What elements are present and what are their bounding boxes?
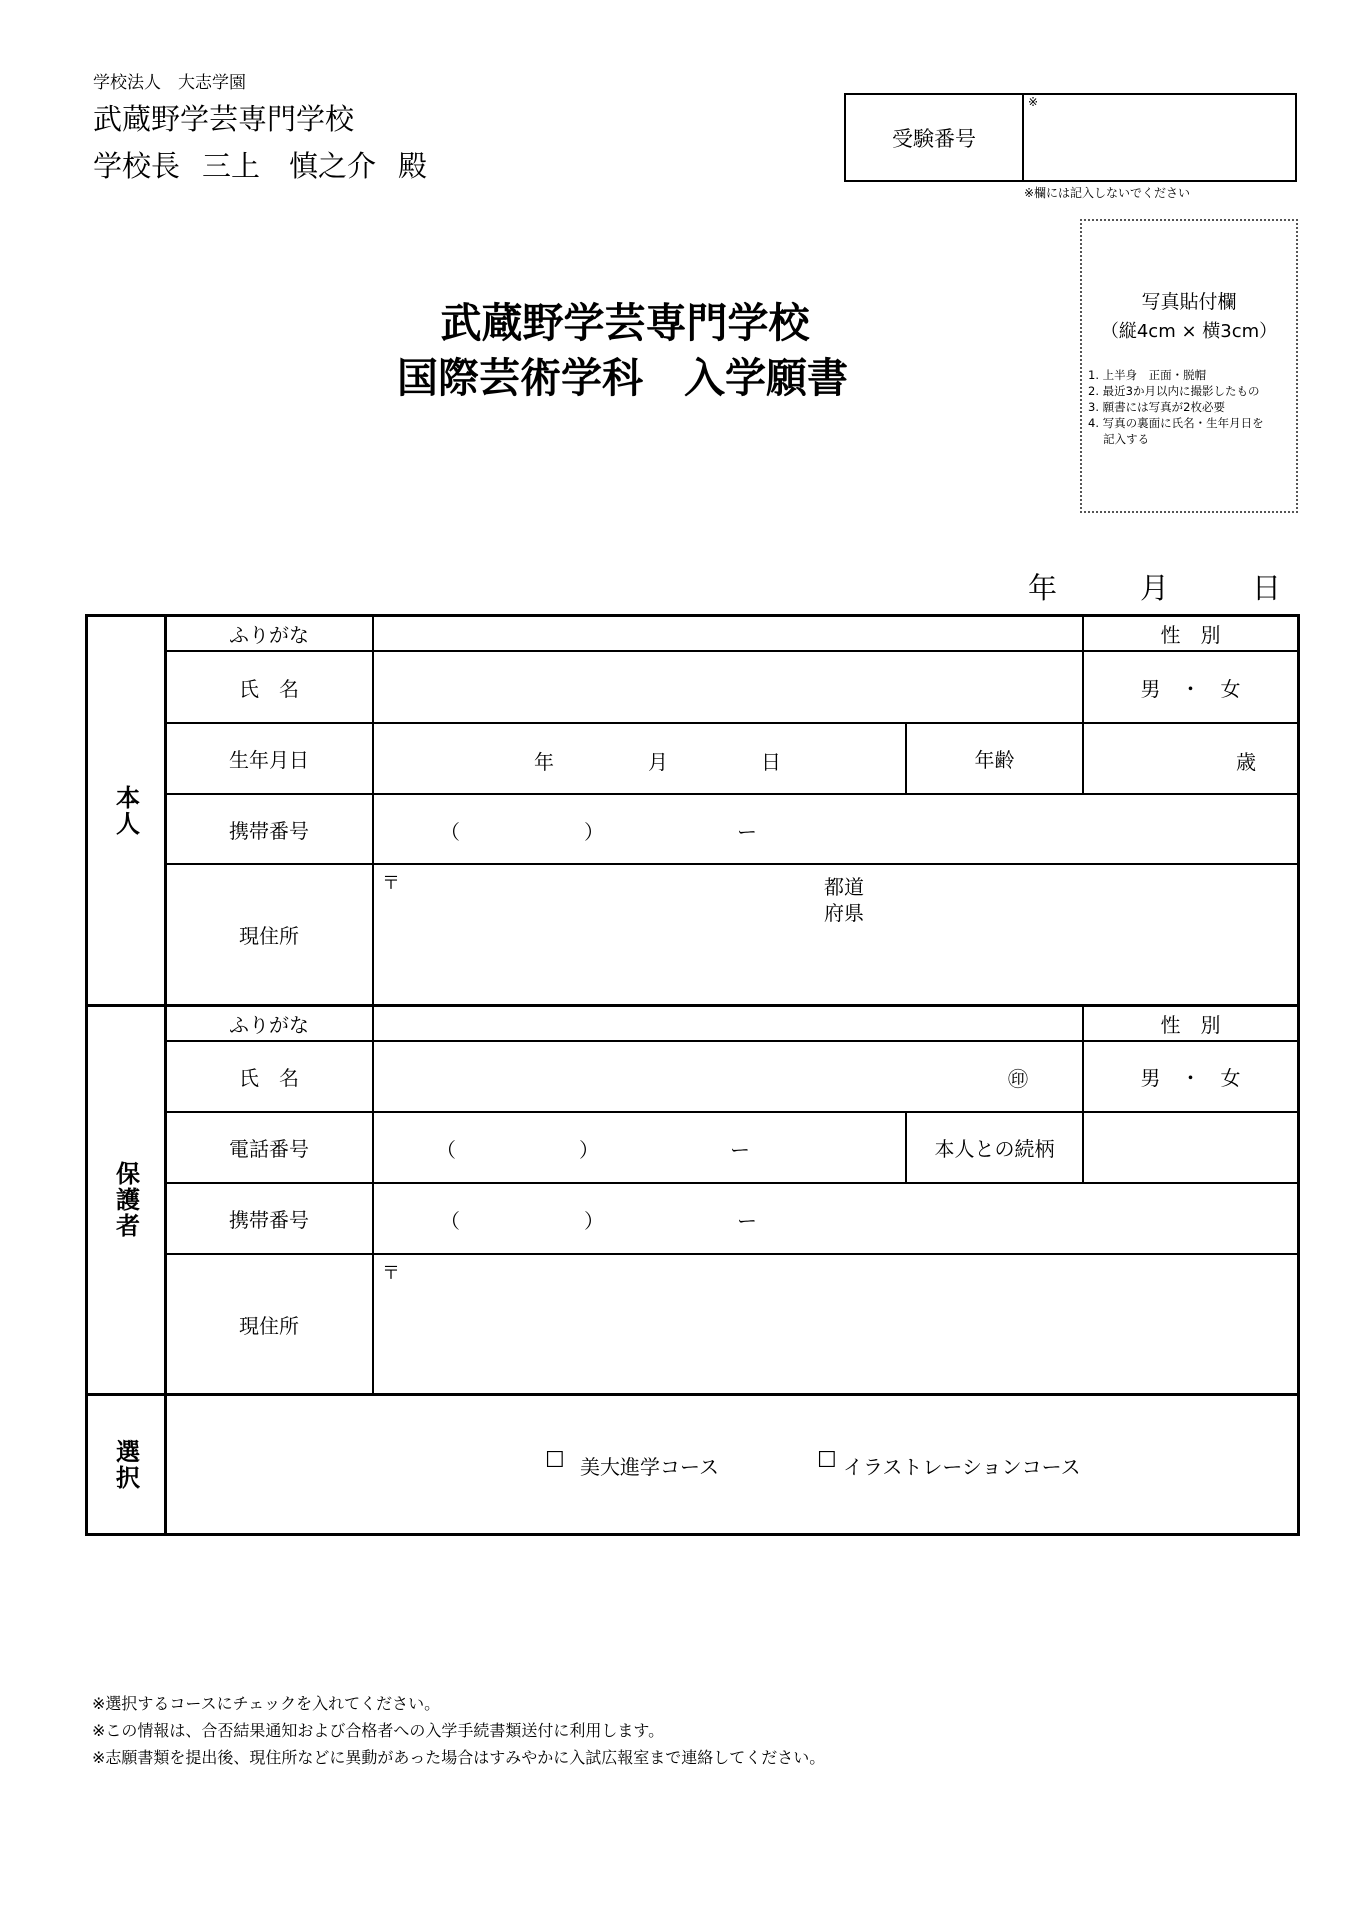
guardian-address-field[interactable]: [374, 1255, 1297, 1393]
paren-open: （: [436, 1138, 456, 1162]
photo-note: 2. 最近3か月以内に撮影したもの: [1088, 384, 1260, 398]
principal-title: 学校長: [93, 149, 181, 183]
page-title-line1: 武蔵野学芸専門学校: [440, 299, 810, 347]
applicant-furigana-label: ふりがな: [229, 623, 309, 647]
guardian-gender-options[interactable]: 男 ・ 女: [1140, 1066, 1241, 1090]
section-applicant: 本人: [111, 784, 140, 837]
guardian-gender-label: 性 別: [1160, 1013, 1221, 1037]
footer-notes: [92, 1690, 825, 1771]
applicant-address-field[interactable]: [374, 865, 1297, 1004]
date-year: 年: [1028, 571, 1058, 605]
course1-checkbox[interactable]: ☐: [545, 1448, 565, 1473]
exam-number-box: [844, 93, 1297, 182]
applicant-furigana-field[interactable]: [374, 617, 1082, 650]
guardian-name-field[interactable]: [374, 1042, 1082, 1111]
principal-name: 三上 慎之介: [202, 149, 377, 183]
addressee-principal: [93, 144, 449, 185]
guardian-address-label: 現住所: [239, 1313, 299, 1338]
paren-open: （: [440, 1209, 460, 1233]
page-title-line2: 国際芸術学科 入学願書: [397, 354, 848, 402]
course2-label: イラストレーションコース: [843, 1455, 1081, 1479]
application-date: [1028, 566, 1281, 607]
photo-note: 記入する: [1088, 432, 1150, 446]
paren-close: ）: [579, 1138, 599, 1162]
guardian-mobile-label: 携帯番号: [229, 1208, 309, 1232]
dash: ー: [730, 1138, 750, 1162]
date-month: 月: [1140, 571, 1170, 605]
exam-number-label: 受験番号: [846, 95, 1024, 180]
footer-note: ※選択するコースにチェックを入れてください。: [92, 1694, 441, 1713]
paren-close: ）: [584, 820, 604, 844]
guardian-furigana-label: ふりがな: [229, 1013, 309, 1037]
exam-number-note: ※欄には記入しないでください: [1024, 186, 1191, 200]
guardian-phone-field[interactable]: [374, 1113, 905, 1182]
postal-mark: 〒: [382, 1263, 400, 1284]
age-unit: 歳: [1236, 750, 1256, 774]
dash: ー: [737, 820, 757, 844]
guardian-phone-label: 電話番号: [229, 1137, 309, 1161]
applicant-name-field[interactable]: [374, 652, 1082, 722]
guardian-name-label: 氏 名: [239, 1066, 299, 1090]
paren-open: （: [440, 820, 460, 844]
footer-note: ※この情報は、合否結果通知および合格者への入学手続書類送付に利用します。: [92, 1721, 665, 1740]
applicant-address-label: 現住所: [239, 924, 299, 948]
applicant-mobile-field[interactable]: [374, 795, 1297, 863]
dash: ー: [737, 1209, 757, 1233]
birth-year-unit: 年: [534, 750, 554, 774]
section-selection: 選択: [111, 1438, 140, 1491]
paren-close: ）: [584, 1209, 604, 1233]
guardian-furigana-field[interactable]: [374, 1007, 1082, 1040]
organization-name: 学校法人 大志学園: [93, 73, 246, 93]
section-guardian: 保護者: [111, 1161, 140, 1239]
applicant-age-label: 年齢: [974, 748, 1015, 772]
applicant-birthdate-field[interactable]: [374, 724, 905, 793]
footer-note: ※志願書類を提出後、現住所などに異動があった場合はすみやかに入試広報室まで連絡してください。: [92, 1748, 826, 1767]
date-day: 日: [1252, 571, 1282, 605]
guardian-relation-label: 本人との続柄: [934, 1137, 1055, 1161]
seal-icon: ㊞: [1008, 1067, 1028, 1091]
addressee-school-name: 武蔵野学芸専門学校: [93, 102, 355, 136]
guardian-mobile-field[interactable]: [374, 1184, 1297, 1253]
photo-size: （縦4cm × 横3cm）: [1100, 321, 1278, 342]
course2-checkbox[interactable]: ☐: [817, 1448, 837, 1473]
applicant-age-field[interactable]: [1084, 724, 1297, 793]
birth-day-unit: 日: [761, 750, 781, 774]
guardian-relation-field[interactable]: [1084, 1113, 1297, 1182]
postal-mark: 〒: [382, 873, 400, 894]
applicant-birthdate-label: 生年月日: [229, 748, 309, 772]
applicant-gender-options[interactable]: 男 ・ 女: [1140, 676, 1241, 701]
prefecture-label-1: 都道: [824, 875, 864, 899]
applicant-name-label: 氏 名: [239, 676, 299, 701]
course-selection: [167, 1396, 1297, 1533]
honorific: 殿: [398, 149, 428, 183]
applicant-gender-label: 性 別: [1160, 623, 1221, 647]
application-form: [85, 614, 1300, 1536]
photo-note: 3. 願書には写真が2枚必要: [1088, 400, 1225, 414]
applicant-mobile-label: 携帯番号: [229, 818, 309, 843]
photo-title: 写真貼付欄: [1141, 291, 1237, 313]
course1-label: 美大進学コース: [580, 1455, 719, 1479]
birth-month-unit: 月: [648, 750, 668, 774]
prefecture-label-2: 府県: [824, 901, 864, 925]
exam-number-mark: ※: [1028, 95, 1039, 109]
photo-note: 1. 上半身 正面・脱帽: [1088, 368, 1207, 382]
photo-note: 4. 写真の裏面に氏名・生年月日を: [1088, 416, 1264, 430]
